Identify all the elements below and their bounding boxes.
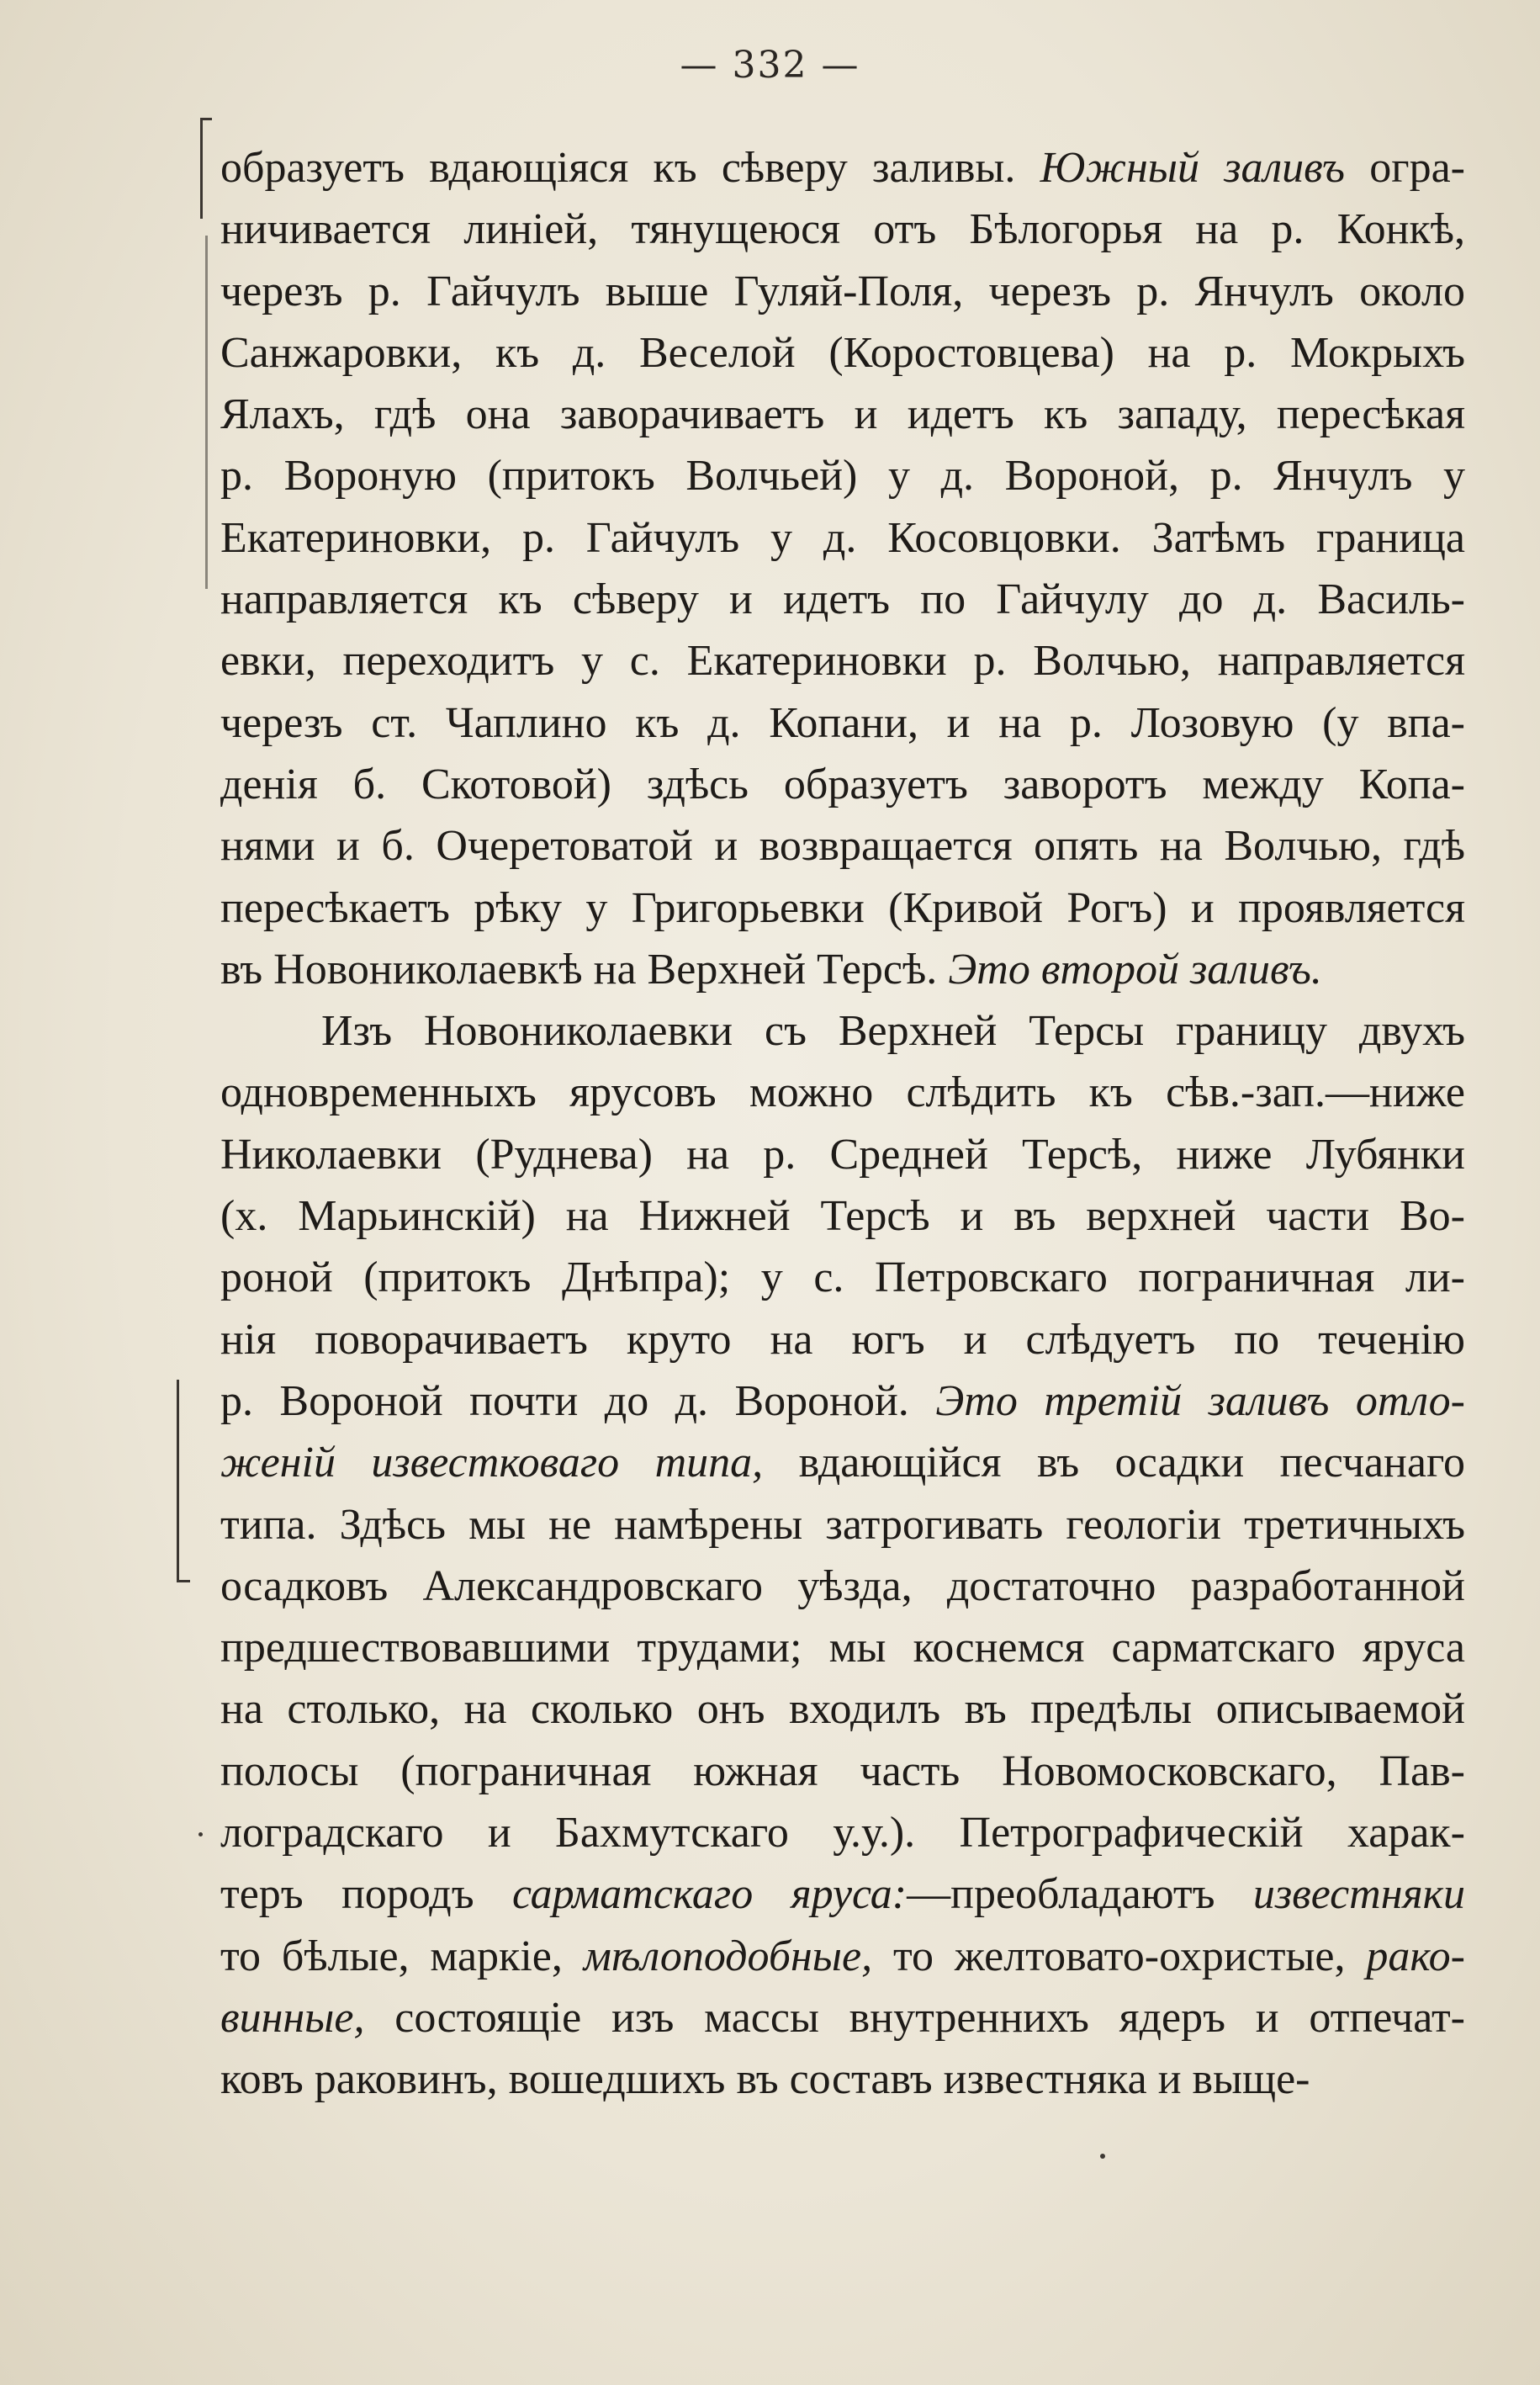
- text-line: [220, 1432, 1465, 1493]
- text-line: [220, 1802, 1465, 1863]
- italic-text: Южный заливъ: [1040, 144, 1346, 192]
- text-line: [220, 1000, 1465, 1062]
- text-run: Николаевки (Руднева) на р. Средней Терсѣ, ниже Лубянки: [220, 1130, 1465, 1179]
- margin-pencil-mark: [200, 118, 203, 219]
- text-line: [220, 1247, 1465, 1308]
- text-run: денія б. Скотовой) здѣсь образуетъ заворотъ между Копа-: [220, 760, 1465, 808]
- ink-speck: [198, 1832, 203, 1836]
- text-run: лоградскаго и Бахмутскаго у.у.). Петрографическій харак-: [220, 1809, 1465, 1858]
- text-run: осадковъ Александровскаго уѣзда, достаточно разработанной: [220, 1561, 1465, 1610]
- text-run: ковъ раковинъ, вошедшихъ въ составъ известняка и выще-: [220, 2055, 1310, 2104]
- text-line: [220, 692, 1465, 754]
- text-run: р. Вороную (притокъ Волчьей) у д. Вороной, р. Янчулъ у: [220, 452, 1465, 501]
- margin-pencil-mark: [177, 1380, 179, 1582]
- text-line: [220, 815, 1465, 877]
- text-run: одновременныхъ ярусовъ можно слѣдить къ сѣв.-зап.—ниже: [220, 1068, 1465, 1117]
- text-run: Изъ Новониколаевки съ Верхней Терсы границу двухъ: [321, 1007, 1465, 1056]
- text-line: [220, 1863, 1465, 1925]
- text-line: [220, 507, 1465, 569]
- text-run: огра-: [1345, 144, 1465, 192]
- text-line: [220, 1556, 1465, 1617]
- italic-text: Это второй заливъ.: [948, 945, 1322, 994]
- text-line: [220, 1124, 1465, 1185]
- text-line: [220, 630, 1465, 692]
- text-run: полосы (пограничная южная часть Новомосковскаго, Пав-: [220, 1746, 1465, 1795]
- text-run: —преобладаютъ: [907, 1870, 1253, 1919]
- italic-text: сарматскаго яруса:: [511, 1870, 908, 1919]
- text-run: образуетъ вдающіяся къ сѣверу заливы.: [220, 144, 1040, 192]
- text-run: Ялахъ, гдѣ она заворачиваетъ и идетъ къ западу, пересѣкая: [220, 390, 1465, 439]
- text-run: теръ породъ: [220, 1870, 512, 1919]
- text-line: [220, 1309, 1465, 1370]
- text-run: вдающійся въ осадки песчанаго: [763, 1439, 1465, 1487]
- italic-text: известняки: [1252, 1870, 1465, 1919]
- margin-pencil-tick: [200, 118, 212, 120]
- text-run: типа. Здѣсь мы не намѣрены затрогивать геологіи третичныхъ: [220, 1500, 1465, 1549]
- text-run: нями и б. Очеретоватой и возвращается опять на Волчью, гдѣ: [220, 822, 1465, 871]
- italic-text: женій известковаго типа,: [220, 1439, 764, 1487]
- text-run: черезъ р. Гайчулъ выше Гуляй-Поля, черезъ р. Янчулъ около: [220, 267, 1465, 315]
- page-number: — 332 —: [680, 44, 860, 87]
- text-run: состоящіе изъ массы внутреннихъ ядеръ и отпечат-: [364, 1993, 1465, 2042]
- text-run: нія поворачиваетъ круто на югъ и слѣдуетъ по теченію: [220, 1315, 1465, 1364]
- text-run: направляется къ сѣверу и идетъ по Гайчулу до д. Василь-: [220, 575, 1465, 624]
- text-run: на столько, на сколько онъ входилъ въ предѣлы описываемой: [220, 1685, 1465, 1734]
- text-line: [220, 1741, 1465, 1802]
- ink-speck: [1100, 2154, 1105, 2159]
- text-line: [220, 1987, 1465, 2048]
- paragraph: [220, 1000, 1465, 2110]
- text-line: [220, 322, 1465, 384]
- text-run: роной (притокъ Днѣпра); у с. Петровскаго пограничная ли-: [220, 1253, 1465, 1302]
- text-run: (х. Марьинскій) на Нижней Терсѣ и въ верхней части Во-: [220, 1192, 1465, 1241]
- text-line: [220, 1185, 1465, 1247]
- text-run: Санжаровки, къ д. Веселой (Коростовцева) на р. Мокрыхъ: [220, 328, 1465, 377]
- text-line: [220, 384, 1465, 445]
- text-line: [220, 1678, 1465, 1740]
- text-run: евки, переходитъ у с. Екатериновки р. Волчью, направляется: [220, 637, 1465, 686]
- text-line: [220, 445, 1465, 506]
- text-run: предшествовавшими трудами; мы коснемся сарматскаго яруса: [220, 1624, 1465, 1672]
- margin-pencil-tick: [177, 1580, 190, 1582]
- body-text: [220, 137, 1465, 2111]
- text-run: р. Вороной почти до д. Вороной.: [220, 1376, 936, 1425]
- margin-pencil-mark: [205, 236, 208, 589]
- text-run: черезъ ст. Чаплино къ д. Копани, и на р. Лозовую (у впа-: [220, 698, 1465, 747]
- paragraph: [220, 137, 1465, 1000]
- text-line: [220, 939, 1465, 1000]
- text-line: [220, 199, 1465, 260]
- italic-text: рако-: [1366, 1932, 1465, 1980]
- text-line: [220, 1494, 1465, 1556]
- italic-text: винные,: [220, 1993, 365, 2042]
- text-line: [220, 754, 1465, 815]
- text-line: [220, 569, 1465, 630]
- text-line: [220, 1926, 1465, 1987]
- text-line: [220, 137, 1465, 199]
- text-line: [220, 261, 1465, 322]
- text-run: то желтовато-охристые,: [872, 1932, 1367, 1980]
- text-run: ничивается линіей, тянущеюся отъ Бѣлогорья на р. Конкѣ,: [220, 205, 1465, 254]
- text-run: то бѣлые, маркіе,: [220, 1932, 584, 1980]
- text-run: пересѣкаетъ рѣку у Григорьевки (Кривой Рогъ) и проявляется: [220, 883, 1465, 932]
- italic-text: мѣлоподобные,: [583, 1932, 873, 1980]
- text-line: [220, 1617, 1465, 1678]
- text-line: [220, 1370, 1465, 1432]
- text-line: [220, 2048, 1465, 2110]
- text-run: въ Новониколаевкѣ на Верхней Терсѣ.: [220, 945, 949, 994]
- italic-text: Это третій заливъ отло-: [935, 1376, 1465, 1425]
- text-run: Екатериновки, р. Гайчулъ у д. Косовцовки. Затѣмъ граница: [220, 513, 1465, 562]
- text-line: [220, 877, 1465, 939]
- text-line: [220, 1062, 1465, 1123]
